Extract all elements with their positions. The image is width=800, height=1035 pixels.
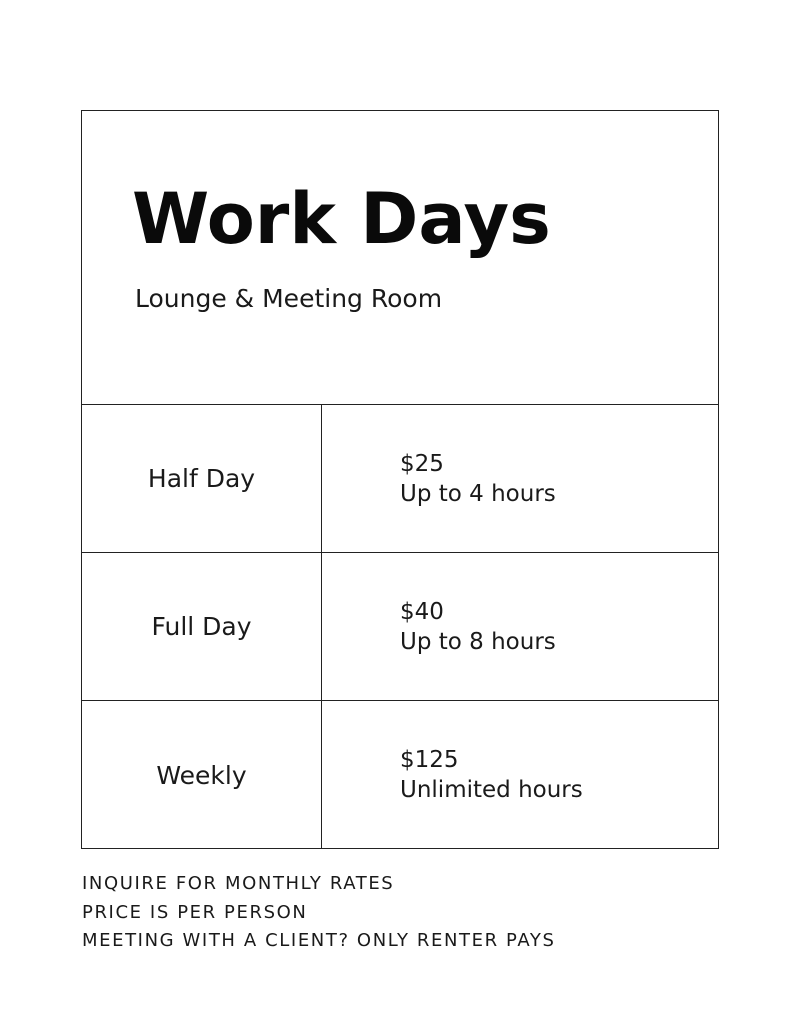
rate-name: Full Day (151, 612, 252, 641)
note-item: PRICE IS PER PERSON (82, 901, 308, 923)
rate-name: Half Day (147, 464, 256, 493)
note-item: MEETING WITH A CLIENT? ONLY RENTER PAYS (82, 930, 556, 951)
column-divider (321, 405, 322, 849)
note-item: INQUIRE FOR MONTHLY RATES (82, 873, 395, 894)
table-row (82, 553, 718, 701)
rate-detail (400, 701, 583, 849)
page-subtitle: Lounge & Meeting Room (135, 284, 443, 313)
rate-detail (400, 405, 556, 552)
rate-price: $40 (400, 598, 444, 625)
page-title: Work Days (132, 178, 551, 260)
rate-name: Weekly (156, 760, 247, 790)
pricing-card (81, 110, 719, 849)
table-row (82, 701, 718, 849)
rate-duration: Unlimited hours (400, 777, 583, 803)
card-header (82, 111, 718, 405)
rate-price: $25 (400, 450, 444, 477)
rate-duration: Up to 4 hours (400, 480, 556, 507)
rate-duration: Up to 8 hours (400, 628, 556, 655)
notes-list (82, 870, 556, 956)
rate-detail (400, 553, 556, 700)
rates-table (82, 405, 718, 849)
table-row (82, 405, 718, 553)
rate-price: $125 (400, 747, 459, 773)
